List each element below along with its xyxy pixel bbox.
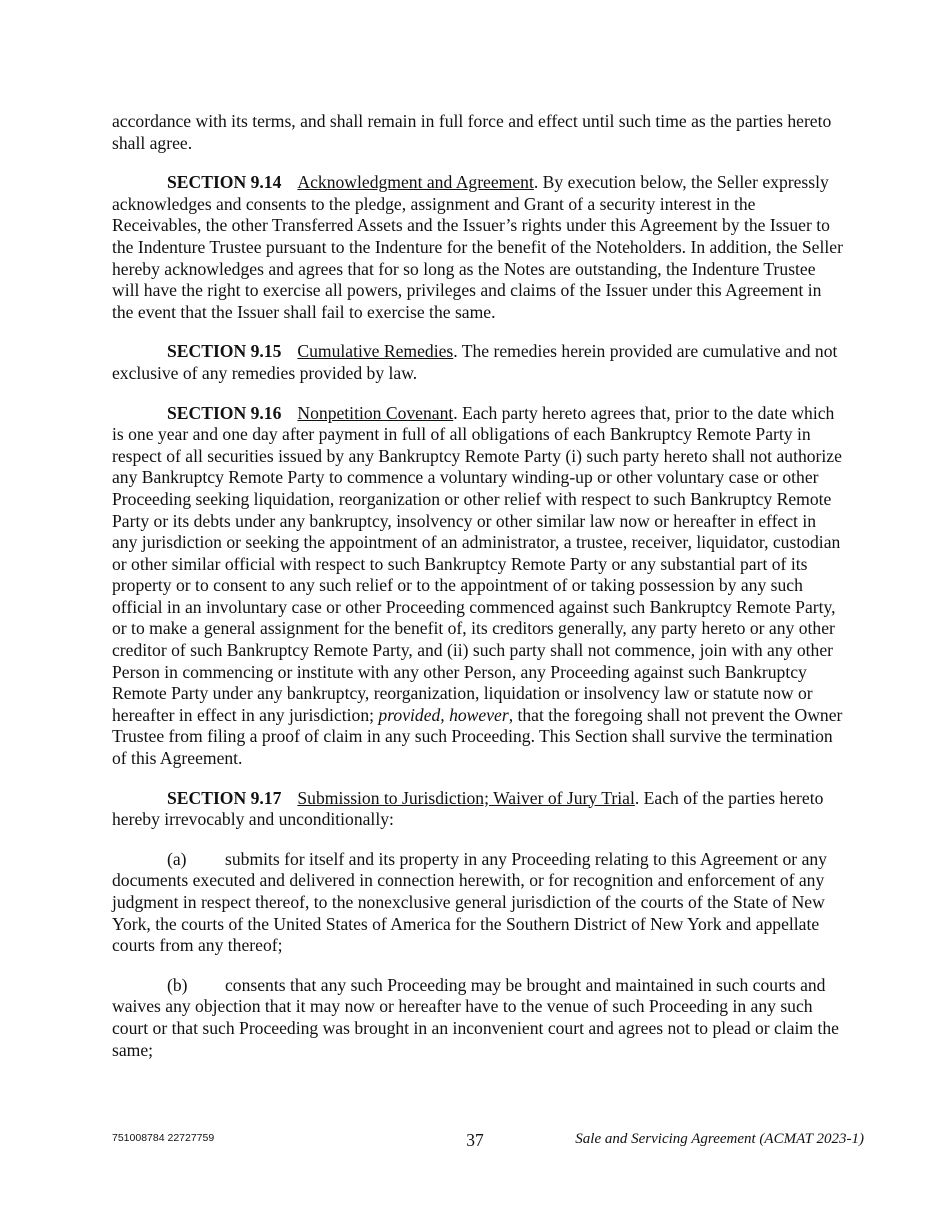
section-body: . By execution below, the Seller expressly acknowledges and consents to the pledge, assignment and Grant of a security interest in the Receivables, the other Transferred Assets and the Issuer’s rights under this Agreement by the Issuer to the Indenture Trustee pursuant to the Indenture for the benefit of the Noteholders. In addition, the Seller hereby acknowledges and agrees that for so long as the Notes are outstanding, the Indenture Trustee will have the right to exercise all powers, privileges and claims of the Issuer under this Agreement in the event that the Issuer shall fail to exercise the same. <box>112 172 843 322</box>
clause-letter: (b) <box>167 974 188 995</box>
section-body: . Each party hereto agrees that, prior to the date which is one year and one day after payment in full of all obligations of each Bankruptcy Remote Party in respect of all securities issued by any Bankruptcy Remote Party (i) such party hereto shall not authorize any Bankruptcy Remote Party to commence a voluntary winding-up or other voluntary case or other Proceeding seeking liquidation, reorganization or other relief with respect to such Bankruptcy Remote Party or its debts under any bankruptcy, insolvency or other similar law now or hereafter in effect in any jurisdiction or seeking the appointment of an administrator, a trustee, receiver, liquidator, custodian or other similar official with respect to such Bankruptcy Remote Party or any substantial part of its property or to consent to any such relief or to the appointment of or taking possession by any such official in an involuntary case or other Proceeding commenced against such Bankruptcy Remote Party, or to make a general assignment for the benefit of, its creditors generally, any party hereto or any other creditor of such Bankruptcy Remote Party, and (ii) such party shall not commence, join with any other Person in commencing or institute with any other Person, any Proceeding against such Bankruptcy Remote Party under any bankruptcy, reorganization, liquidation or insolvency law or statute now or hereafter in effect in any jurisdiction; <box>112 402 842 725</box>
clause-body: consents that any such Proceeding may be brought and maintained in such courts and waives any objection that it may now or hereafter have to the venue of such Proceeding in any such court or that such Proceeding was brought in an inconvenient court and agrees not to plead or claim the same; <box>112 974 839 1060</box>
continuation-paragraph: accordance with its terms, and shall remain in full force and effect until such time as the parties hereto shall agree. <box>112 111 832 153</box>
section-9-15 <box>112 341 844 384</box>
page-number: 37 <box>466 1130 484 1150</box>
page-footer <box>0 1130 950 1154</box>
section-9-14 <box>112 172 844 323</box>
section-title: Nonpetition Covenant <box>297 402 454 423</box>
page-body <box>112 111 844 1079</box>
section-number: SECTION 9.14 <box>167 172 282 193</box>
section-9-16 <box>112 403 844 770</box>
section-title: Acknowledgment and Agreement <box>297 172 534 193</box>
document-id: 751008784 22727759 <box>112 1132 215 1144</box>
section-title: Cumulative Remedies <box>297 341 454 362</box>
proviso-italic: provided, however <box>378 704 509 725</box>
section-body: . The remedies herein provided are cumulative and not exclusive of any remedies provided by law. <box>112 341 838 383</box>
section-body-continued: , that the foregoing shall not prevent the Owner Trustee from filing a proof of claim in any such Proceeding. This Section shall survive the termination of this Agreement. <box>112 704 843 769</box>
clause-body: submits for itself and its property in any Proceeding relating to this Agreement or any documents executed and delivered in connection herewith, or for recognition and enforcement of any judgment in respect thereof, to the nonexclusive general jurisdiction of the courts of the State of New York, the courts of the United States of America for the Southern District of New York and appellate courts from any thereof; <box>112 848 827 956</box>
clause-a <box>112 849 844 957</box>
section-title: Submission to Jurisdiction; Waiver of Jury Trial <box>297 787 635 808</box>
section-number: SECTION 9.15 <box>167 341 282 362</box>
clause-b <box>112 975 844 1061</box>
section-number: SECTION 9.16 <box>167 402 282 423</box>
clause-letter: (a) <box>167 848 187 869</box>
section-body: . Each of the parties hereto hereby irrevocably and unconditionally: <box>112 787 824 830</box>
document-title: Sale and Servicing Agreement (ACMAT 2023-1) <box>575 1131 864 1147</box>
section-number: SECTION 9.17 <box>167 787 282 808</box>
section-9-17 <box>112 788 844 831</box>
